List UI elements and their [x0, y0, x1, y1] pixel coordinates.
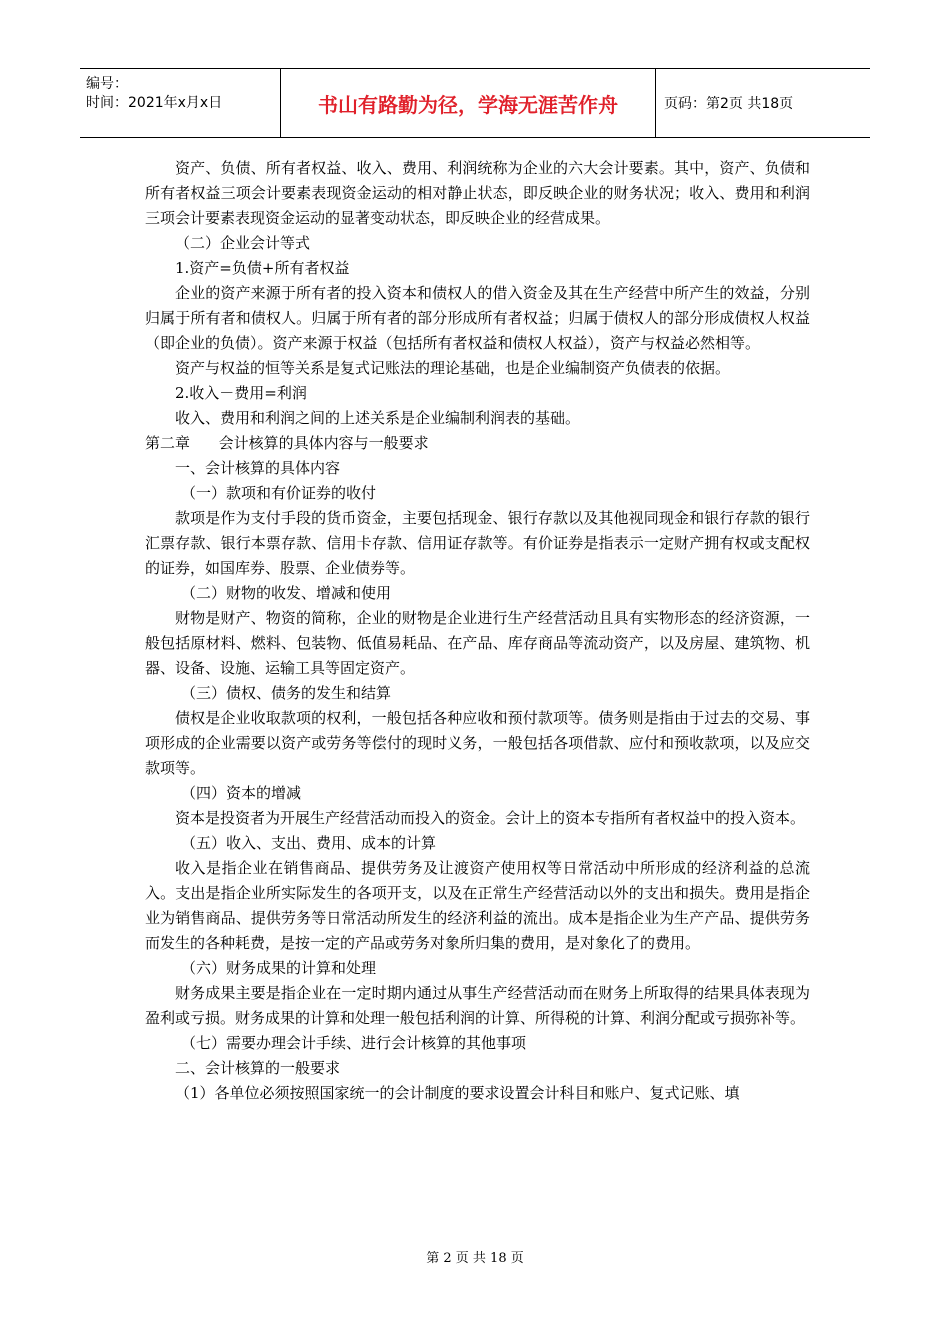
footer-page-number: 第 2 页 共 18 页 [426, 1251, 524, 1266]
numbered-item: （1）各单位必须按照国家统一的会计制度的要求设置会计科目和账户、复式记账、填 [175, 1084, 740, 1102]
subheading: （三）债权、债务的发生和结算 [181, 684, 392, 702]
header-meta [80, 69, 280, 137]
subheading: （一）款项和有价证券的收付 [181, 484, 377, 502]
document-body [145, 156, 810, 1106]
paragraph: 收入是指企业在销售商品、提供劳务及让渡资产使用权等日常活动中所形成的经济利益的总流入。支出是指企业所实际发生的各项开支，以及在正常生产经营活动以外的支出和损失。费用是指企业为销售商品、提供劳务等日常活动所发生的经济利益的流出。成本是指企业为生产产品、提供劳务而发生的各种耗费，是按一定的产品或劳务对象所归集的费用，是对象化了的费用。 [145, 859, 810, 952]
paragraph: 资产、负债、所有者权益、收入、费用、利润统称为企业的六大会计要素。其中，资产、负债和所有者权益三项会计要素表现资金运动的相对静止状态，即反映企业的财务状况；收入、费用和利润三项会计要素表现资金运动的显著变动状态，即反映企业的经营成果。 [145, 159, 810, 227]
paragraph: 债权是企业收取款项的权利，一般包括各种应收和预付款项等。债务则是指由于过去的交易、事项形成的企业需要以资产或劳务等偿付的现时义务，一般包括各项借款、应付和预收款项，以及应交款项等。 [145, 709, 810, 777]
section-heading: 一、会计核算的具体内容 [175, 459, 341, 477]
paragraph: 财务成果主要是指企业在一定时期内通过从事生产经营活动而在财务上所取得的结果具体表现为盈利或亏损。财务成果的计算和处理一般包括利润的计算、所得税的计算、利润分配或亏损弥补等。 [145, 984, 810, 1027]
subheading: 1.资产=负债+所有者权益 [175, 259, 350, 277]
paragraph: 款项是作为支付手段的货币资金，主要包括现金、银行存款以及其他视同现金和银行存款的银行汇票存款、银行本票存款、信用卡存款、信用证存款等。有价证券是指表示一定财产拥有权或支配权的证券，如国库券、股票、企业债券等。 [145, 509, 810, 577]
time-label: 时间：2021年x月x日 [86, 95, 223, 111]
paragraph: 财物是财产、物资的简称，企业的财物是企业进行生产经营活动且具有实物形态的经济资源，一般包括原材料、燃料、包装物、低值易耗品、在产品、库存商品等流动资产，以及房屋、建筑物、机器、设备、设施、运输工具等固定资产。 [145, 609, 810, 677]
chapter-heading: 第二章 会计核算的具体内容与一般要求 [145, 434, 429, 452]
header-motto: 书山有路勤为径，学海无涯苦作舟 [280, 69, 656, 137]
subheading: （四）资本的增减 [181, 784, 302, 802]
paragraph: 资本是投资者为开展生产经营活动而投入的资金。会计上的资本专指所有者权益中的投入资本。 [175, 809, 806, 827]
subheading: （六）财务成果的计算和处理 [181, 959, 377, 977]
subheading: 2.收入－费用=利润 [175, 384, 307, 402]
paragraph: 资产与权益的恒等关系是复式记账法的理论基础，也是企业编制资产负债表的依据。 [175, 359, 731, 377]
header-page-label: 页码：第2页 共18页 [664, 96, 794, 112]
section-heading: 二、会计核算的一般要求 [175, 1059, 341, 1077]
subheading: （二）财物的收发、增减和使用 [181, 584, 392, 602]
subheading: （五）收入、支出、费用、成本的计算 [181, 834, 437, 852]
subheading: （七）需要办理会计手续、进行会计核算的其他事项 [181, 1034, 527, 1052]
page-footer [0, 1247, 950, 1266]
paragraph: 收入、费用和利润之间的上述关系是企业编制利润表的基础。 [175, 409, 581, 427]
page-header [80, 68, 870, 138]
subheading: （二）企业会计等式 [175, 234, 311, 252]
paragraph: 企业的资产来源于所有者的投入资本和债权人的借入资金及其在生产经营中所产生的效益，分别归属于所有者和债权人。归属于所有者的部分形成所有者权益；归属于债权人的部分形成债权人权益（即企业的负债）。资产来源于权益（包括所有者权益和债权人权益），资产与权益必然相等。 [145, 284, 810, 352]
number-label: 编号： [86, 76, 128, 92]
